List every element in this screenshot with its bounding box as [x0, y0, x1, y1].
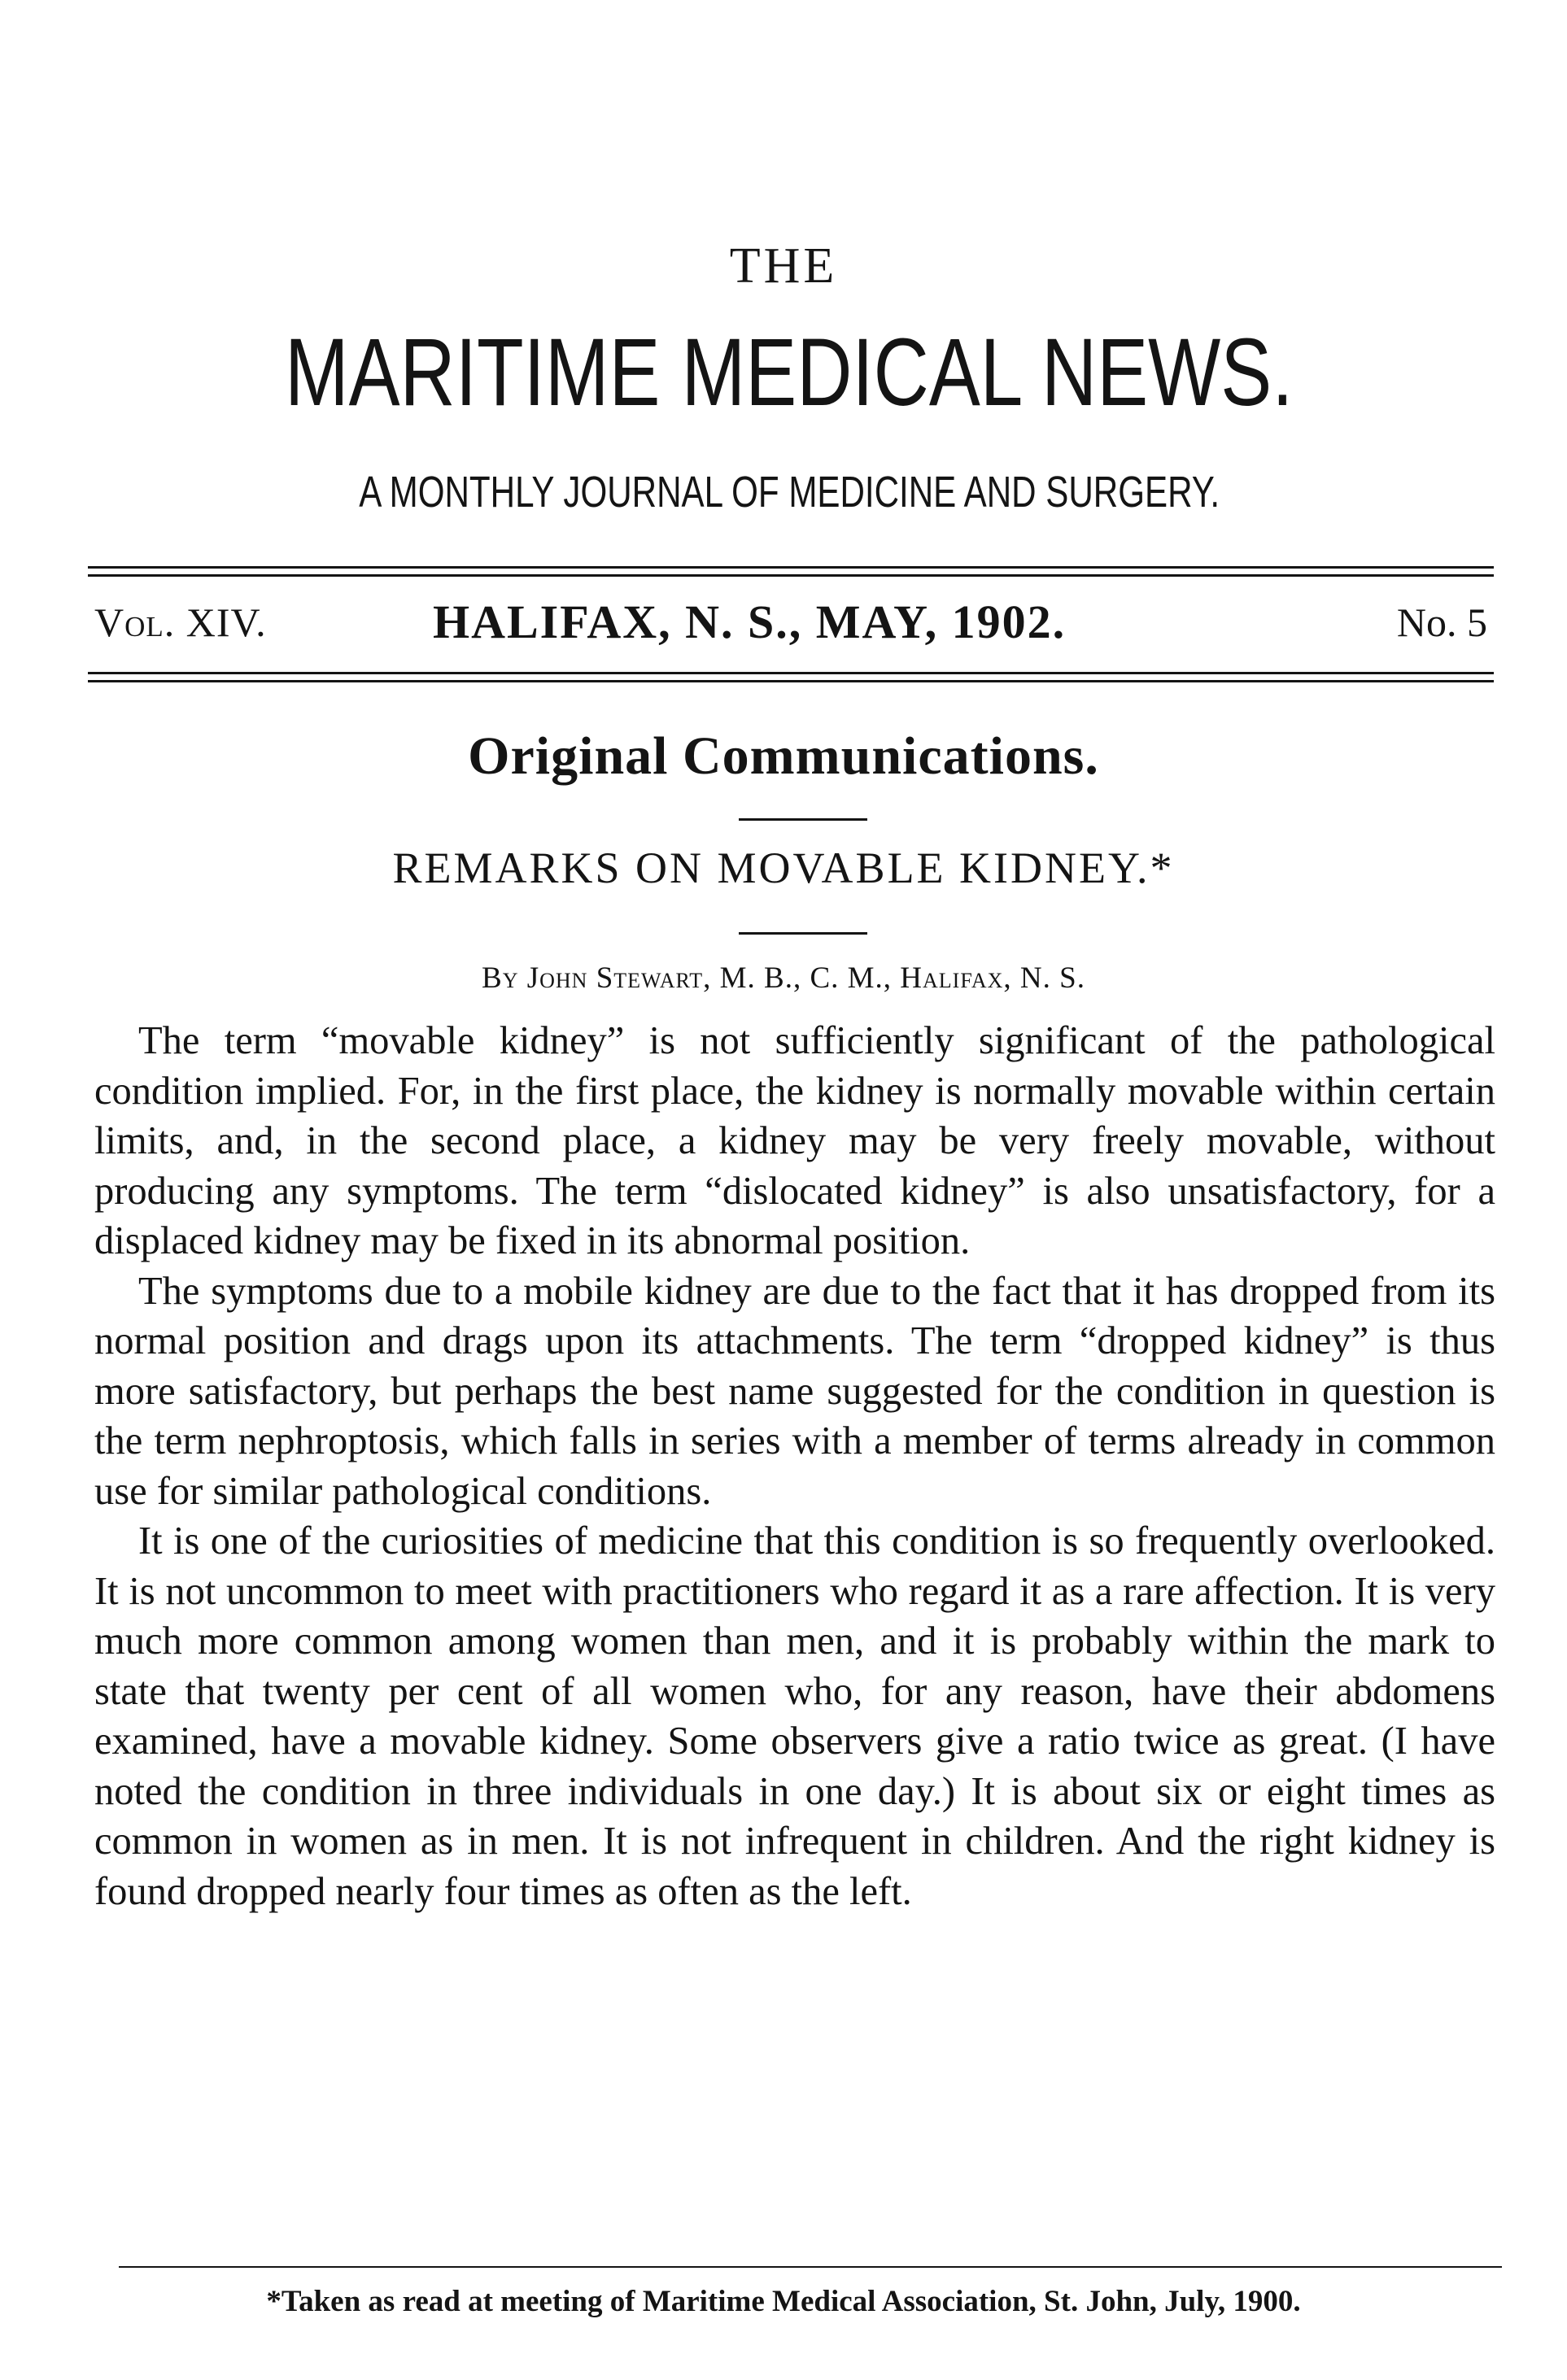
footnote-rule — [119, 2266, 1502, 2268]
footnote: *Taken as read at meeting of Maritime Medical Association, St. John, July, 1900. — [266, 2285, 1301, 2318]
issue-number: No. 5 — [1396, 599, 1487, 645]
place-date: HALIFAX, N. S., MAY, 1902. — [433, 595, 1067, 648]
article-title: REMARKS ON MOVABLE KIDNEY.* — [392, 843, 1175, 892]
journal-title-text: MARITIME MEDICAL NEWS. — [285, 319, 1294, 426]
title-rule-above — [739, 818, 867, 821]
journal-subtitle-text: A MONTHLY JOURNAL OF MEDICINE AND SURGERY. — [359, 468, 1220, 517]
volume-label: Vol. XIV. — [94, 599, 267, 645]
header-rule-top-2 — [88, 574, 1494, 577]
masthead-article: THE — [729, 238, 838, 294]
header-rule-top-1 — [88, 566, 1494, 569]
paragraph-2: The symptoms due to a mobile kidney are due to the fact that it has dropped from its normal position and drags upon its attachments. The term “dropped kidney” is thus more satisfactory, but perhaps the best name suggested for the condition in question is the term nephroptosis, which falls in series with a member of terms already in common use for similar pathological conditions. — [94, 1269, 1495, 1513]
section-heading: Original Communications. — [468, 726, 1099, 786]
article-byline: By John Stewart, M. B., C. M., Halifax, N. S. — [482, 961, 1085, 995]
title-rule-below — [739, 932, 867, 935]
issue-info-row — [88, 592, 1494, 652]
journal-subtitle — [163, 465, 1416, 519]
article-body — [94, 1016, 1495, 1916]
journal-title — [130, 316, 1448, 429]
header-rule-bottom-2 — [88, 680, 1494, 682]
header-rule-bottom-1 — [88, 672, 1494, 674]
paragraph-3: It is one of the curiosities of medicine that this condition is so frequently overlooked. It is not uncommon to meet with practitioners who regard it as a rare affection. It is very much more common among women than men, and it is probably within the mark to state that twenty per cent of all women who, for any reason, have their abdomens examined, have a movable kidney. Some observers give a ratio twice as great. (I have noted the condition in three individuals in one day.) It is about six or eight times as common in women as in men. It is not infrequent in children. And the right kidney is found dropped nearly four times as often as the left. — [94, 1519, 1495, 1913]
paragraph-1: The term “movable kidney” is not sufficiently significant of the pathological condition implied. For, in the first place, the kidney is normally movable within certain limits, and, in the second place, a kidney may be very freely movable, without producing any symptoms. The term “dislocated kidney” is also unsatisfactory, for a displaced kidney may be fixed in its abnormal position. — [94, 1019, 1495, 1262]
